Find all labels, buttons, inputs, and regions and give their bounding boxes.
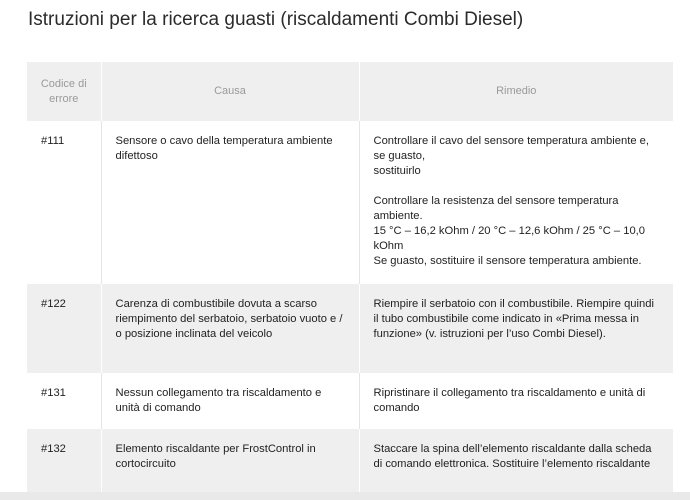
header-error-code: Codice di errore (27, 62, 101, 121)
cause-cell: Nessun collegamento tra riscaldamento e unità di comando (101, 373, 359, 429)
remedy-cell (359, 121, 673, 284)
remedy-paragraph: Controllare la resistenza del sensore temperatura ambiente. 15 °C – 16,2 kOhm / 20 °C – 12,6 kOhm / 25 °C – 10,0 kOhm Se guasto, sostituire il sensore temperatura ambiente. (373, 195, 645, 267)
header-cause: Causa (101, 62, 359, 121)
remedy-cell: Riempire il serbatoio con il combustibile. Riempire quindi il tubo combustibile come indicato in «Prima messa in funzione» (v. istruzioni per l’uso Combi Diesel). (359, 284, 673, 373)
troubleshooting-table-container (27, 62, 673, 499)
error-code-cell: #132 (27, 429, 101, 499)
remedy-cell: Staccare la spina dell’elemento riscaldante dalla scheda di comando elettronica. Sostituire l’elemento riscaldante (359, 429, 673, 499)
cause-cell: Elemento riscaldante per FrostControl in cortocircuito (101, 429, 359, 499)
error-code-cell: #111 (27, 121, 101, 284)
remedy-paragraph: Controllare il cavo del sensore temperatura ambiente e, se guasto, sostituirlo (373, 135, 649, 177)
table-row (27, 373, 673, 429)
error-code-cell: #131 (27, 373, 101, 429)
table-row (27, 284, 673, 373)
table-row (27, 121, 673, 284)
error-code-cell: #122 (27, 284, 101, 373)
cause-cell: Sensore o cavo della temperatura ambiente difettoso (101, 121, 359, 284)
troubleshooting-table (27, 62, 673, 499)
header-remedy: Rimedio (359, 62, 673, 121)
page-title: Istruzioni per la ricerca guasti (riscaldamenti Combi Diesel) (28, 9, 524, 30)
cause-cell: Carenza di combustibile dovuta a scarso riempimento del serbatoio, serbatoio vuoto e / o posizione inclinata del veicolo (101, 284, 359, 373)
remedy-cell: Ripristinare il collegamento tra riscaldamento e unità di comando (359, 373, 673, 429)
table-header-row (27, 62, 673, 121)
bottom-scroll-bar (0, 492, 690, 500)
table-row (27, 429, 673, 499)
